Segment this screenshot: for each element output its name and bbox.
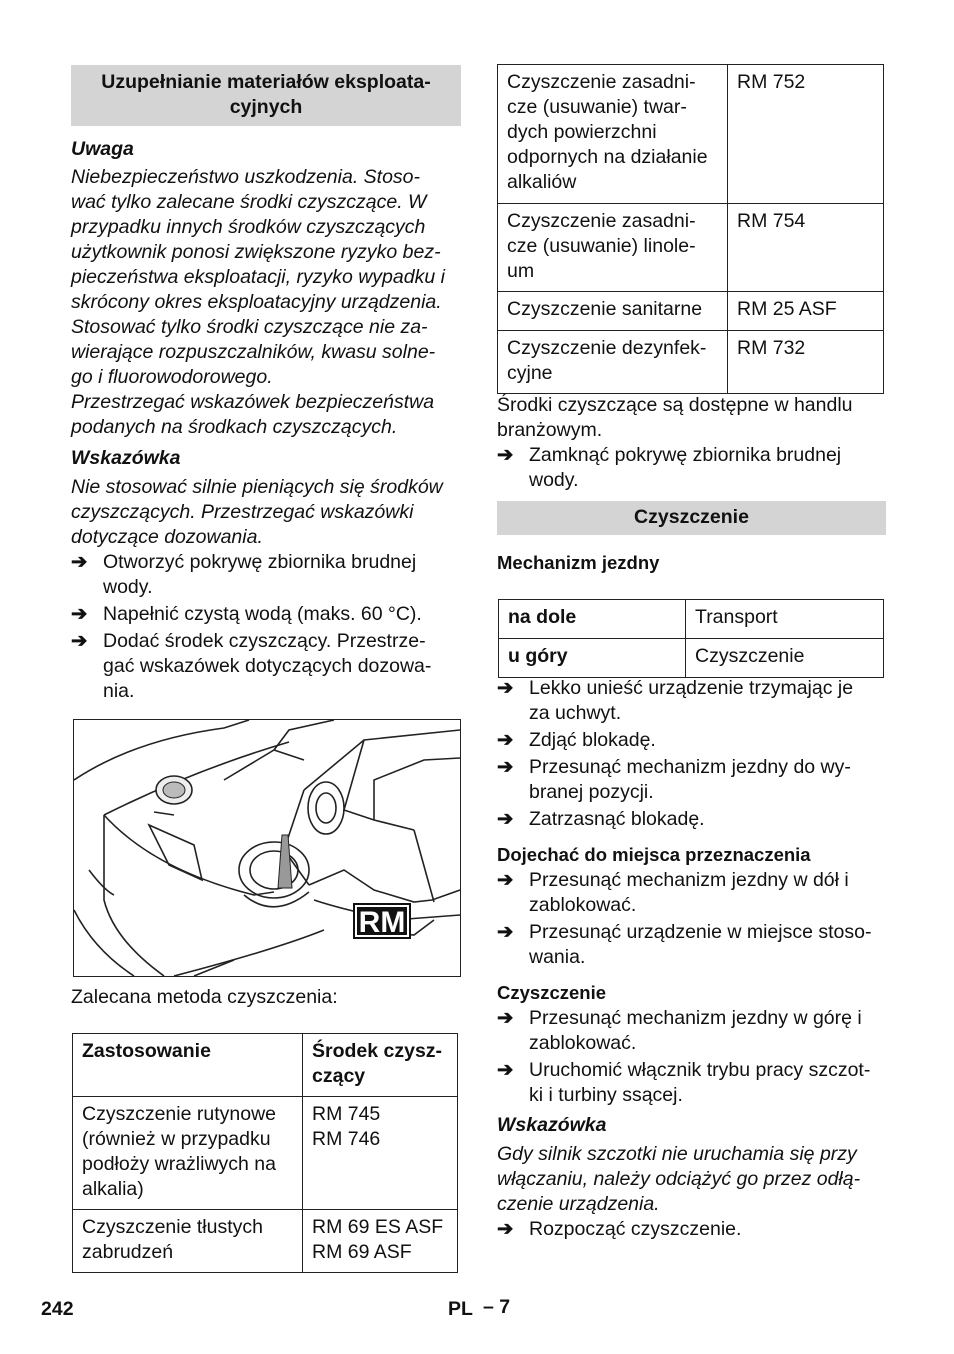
table-header: Środek czysz- czący bbox=[303, 1034, 458, 1097]
drive-steps-list bbox=[497, 868, 886, 970]
table-row bbox=[73, 1210, 458, 1273]
list-item: ➔ Otworzyć pokrywę zbiornika brudnej wody. bbox=[71, 551, 417, 598]
table-row bbox=[73, 1097, 458, 1210]
list-item: ➔ Uruchomić włącznik trybu pracy szczot- ki i turbiny ssącej. bbox=[497, 1059, 871, 1106]
clean-steps-list bbox=[497, 1006, 886, 1108]
list-item: ➔ Przesunąć mechanizm jezdny do wy- branej pozycji. bbox=[497, 756, 851, 803]
mech-heading: Mechanizm jezdny bbox=[497, 552, 660, 573]
arrow-right-icon: ➔ bbox=[71, 603, 88, 625]
clean-heading: Czyszczenie bbox=[497, 982, 606, 1003]
table-row bbox=[499, 639, 884, 678]
list-item: ➔ Lekko unieść urządzenie trzymając je za uchwyt. bbox=[497, 677, 854, 724]
wskazowka-text-right: Gdy silnik szczotki nie uruchamia się przy włączaniu, należy odciążyć go przez odłą- czenie urządzenia. bbox=[497, 1143, 861, 1215]
arrow-right-icon: ➔ bbox=[497, 1218, 514, 1240]
cleaning-methods-table-continued bbox=[497, 64, 884, 394]
arrow-right-icon: ➔ bbox=[497, 921, 514, 943]
list-item: ➔ Zatrzasnąć blokadę. bbox=[497, 808, 705, 830]
table-header: Zastosowanie bbox=[73, 1034, 303, 1097]
table-row bbox=[73, 1034, 458, 1097]
wskazowka-text: Nie stosować silnie pieniących się środków czyszczących. Przestrzegać wskazówki dotyczące dozowania. bbox=[71, 476, 443, 548]
list-item: ➔ Dodać środek czyszczący. Przestrze- gać wskazówek dotyczących dozowa- nia. bbox=[71, 630, 432, 702]
fill-steps-list bbox=[71, 550, 461, 704]
arrow-right-icon: ➔ bbox=[497, 729, 514, 751]
section-heading-cleaning: Czyszczenie bbox=[497, 501, 886, 535]
page-number: 242 bbox=[41, 1298, 74, 1320]
table-row bbox=[498, 204, 884, 292]
arrow-right-icon: ➔ bbox=[497, 1007, 514, 1029]
machine-drawing bbox=[74, 720, 460, 976]
table-cell: Czyszczenie dezynfek- cyjne bbox=[498, 331, 728, 394]
table-cell: RM 25 ASF bbox=[728, 292, 884, 331]
arrow-right-icon: ➔ bbox=[71, 630, 88, 652]
table-cell: Czyszczenie zasadni- cze (usuwanie) twar- dych powierzchni odpornych na działanie alkaliów bbox=[498, 65, 728, 204]
table-cell: RM 732 bbox=[728, 331, 884, 394]
arrow-right-icon: ➔ bbox=[497, 444, 514, 466]
table-cell: Czyszczenie zasadni- cze (usuwanie) linole- um bbox=[498, 204, 728, 292]
table-row bbox=[498, 331, 884, 394]
list-item: ➔ Przesunąć mechanizm jezdny w górę i zablokować. bbox=[497, 1007, 862, 1054]
uwaga-label: Uwaga bbox=[71, 138, 134, 160]
list-item: ➔ Rozpocząć czyszczenie. bbox=[497, 1218, 742, 1240]
section-page: – 7 bbox=[483, 1296, 511, 1318]
drive-heading: Dojechać do miejsca przeznaczenia bbox=[497, 844, 811, 865]
table-cell: RM 752 bbox=[728, 65, 884, 204]
arrow-right-icon: ➔ bbox=[497, 869, 514, 891]
table-row bbox=[498, 292, 884, 331]
table-cell: Czyszczenie rutynowe (również w przypadku podłoży wrażliwych na alkalia) bbox=[73, 1097, 303, 1210]
table-cell: Czyszczenie bbox=[686, 639, 884, 678]
wskazowka-label: Wskazówka bbox=[71, 447, 181, 469]
arrow-right-icon: ➔ bbox=[497, 756, 514, 778]
list-item: ➔ Przesunąć urządzenie w miejsce stoso- wania. bbox=[497, 921, 872, 968]
table-row bbox=[498, 65, 884, 204]
mech-steps-list bbox=[497, 676, 886, 832]
detergent-fill-illustration bbox=[73, 719, 461, 977]
list-item: ➔ Zamknąć pokrywę zbiornika brudnej wody. bbox=[497, 444, 842, 491]
section-heading-supplies: Uzupełnianie materiałów eksploata- cyjnych bbox=[71, 65, 461, 126]
table-cell: RM 745 RM 746 bbox=[303, 1097, 458, 1210]
availability-note: Środki czyszczące są dostępne w handlu branżowym. bbox=[497, 394, 853, 441]
list-item: ➔ Napełnić czystą wodą (maks. 60 °C). bbox=[71, 603, 422, 625]
table-cell: Transport bbox=[686, 600, 884, 639]
table-cell: RM 754 bbox=[728, 204, 884, 292]
language-code: PL bbox=[448, 1298, 473, 1320]
wskazowka-label-right: Wskazówka bbox=[497, 1114, 607, 1136]
list-item: ➔ Przesunąć mechanizm jezdny w dół i zablokować. bbox=[497, 869, 849, 916]
mechanism-position-table bbox=[498, 599, 884, 678]
uwaga-text: Niebezpieczeństwo uszkodzenia. Stoso- wać tylko zalecane środki czyszczące. W przypadku innych środków czyszczących użytkownik ponosi zwiększone ryzyko bez- pieczeństwa eksploatacji, ryzyko wypadku i skrócony okres eksploatacyjny urządzenia. Stosować tylko środki czyszczące nie za- wierające rozpuszczalników, kwasu solne- go i fluorowodorowego. Przestrzegać wskazówek bezpieczeństwa podanych na środkach czyszczących. bbox=[71, 166, 445, 438]
rm-logo: RM bbox=[358, 906, 406, 939]
table-cell: Czyszczenie sanitarne bbox=[498, 292, 728, 331]
arrow-right-icon: ➔ bbox=[71, 551, 88, 573]
table-cell: na dole bbox=[499, 600, 686, 639]
table-cell: RM 69 ES ASF RM 69 ASF bbox=[303, 1210, 458, 1273]
arrow-right-icon: ➔ bbox=[497, 677, 514, 699]
table-cell: u góry bbox=[499, 639, 686, 678]
table-caption: Zalecana metoda czyszczenia: bbox=[71, 986, 338, 1008]
table-row bbox=[499, 600, 884, 639]
arrow-right-icon: ➔ bbox=[497, 1059, 514, 1081]
list-item: ➔ Zdjąć blokadę. bbox=[497, 729, 656, 751]
table-cell: Czyszczenie tłustych zabrudzeń bbox=[73, 1210, 303, 1273]
cleaning-methods-table bbox=[72, 1033, 458, 1273]
arrow-right-icon: ➔ bbox=[497, 808, 514, 830]
